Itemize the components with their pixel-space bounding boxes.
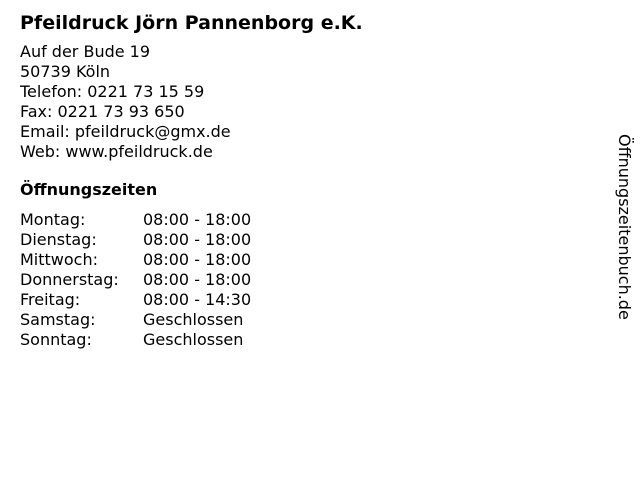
email-address: Email: pfeildruck@gmx.de (20, 122, 231, 141)
hours-row-saturday (20, 310, 580, 330)
hours-day: Dienstag: (20, 230, 97, 249)
hours-day: Freitag: (20, 290, 81, 309)
hours-row-friday (20, 290, 580, 310)
opening-hours-heading: Öffnungszeiten (20, 180, 158, 199)
website-address: Web: www.pfeildruck.de (20, 142, 213, 161)
hours-row-thursday (20, 270, 580, 290)
hours-time: 08:00 - 18:00 (143, 230, 252, 249)
opening-hours-table (20, 210, 580, 350)
hours-time: 08:00 - 18:00 (143, 250, 252, 269)
hours-time: 08:00 - 18:00 (143, 270, 252, 289)
business-name: Pfeildruck Jörn Pannenborg e.K. (20, 12, 363, 34)
fax-number: Fax: 0221 73 93 650 (20, 102, 185, 121)
phone-number: Telefon: 0221 73 15 59 (20, 82, 205, 101)
hours-row-wednesday (20, 250, 580, 270)
hours-time: 08:00 - 14:30 (143, 290, 252, 309)
hours-day: Donnerstag: (20, 270, 119, 289)
business-card (20, 10, 580, 350)
hours-row-sunday (20, 330, 580, 350)
contact-details (20, 42, 580, 162)
address-city: 50739 Köln (20, 62, 111, 81)
hours-day: Sonntag: (20, 330, 92, 349)
hours-day: Montag: (20, 210, 86, 229)
hours-time: Geschlossen (143, 310, 244, 329)
site-brand-vertical: Öffnungszeitenbuch.de (615, 134, 634, 320)
hours-day: Mittwoch: (20, 250, 98, 269)
hours-time: Geschlossen (143, 330, 244, 349)
hours-day: Samstag: (20, 310, 96, 329)
hours-row-monday (20, 210, 580, 230)
address-street: Auf der Bude 19 (20, 42, 151, 61)
hours-time: 08:00 - 18:00 (143, 210, 252, 229)
hours-row-tuesday (20, 230, 580, 250)
